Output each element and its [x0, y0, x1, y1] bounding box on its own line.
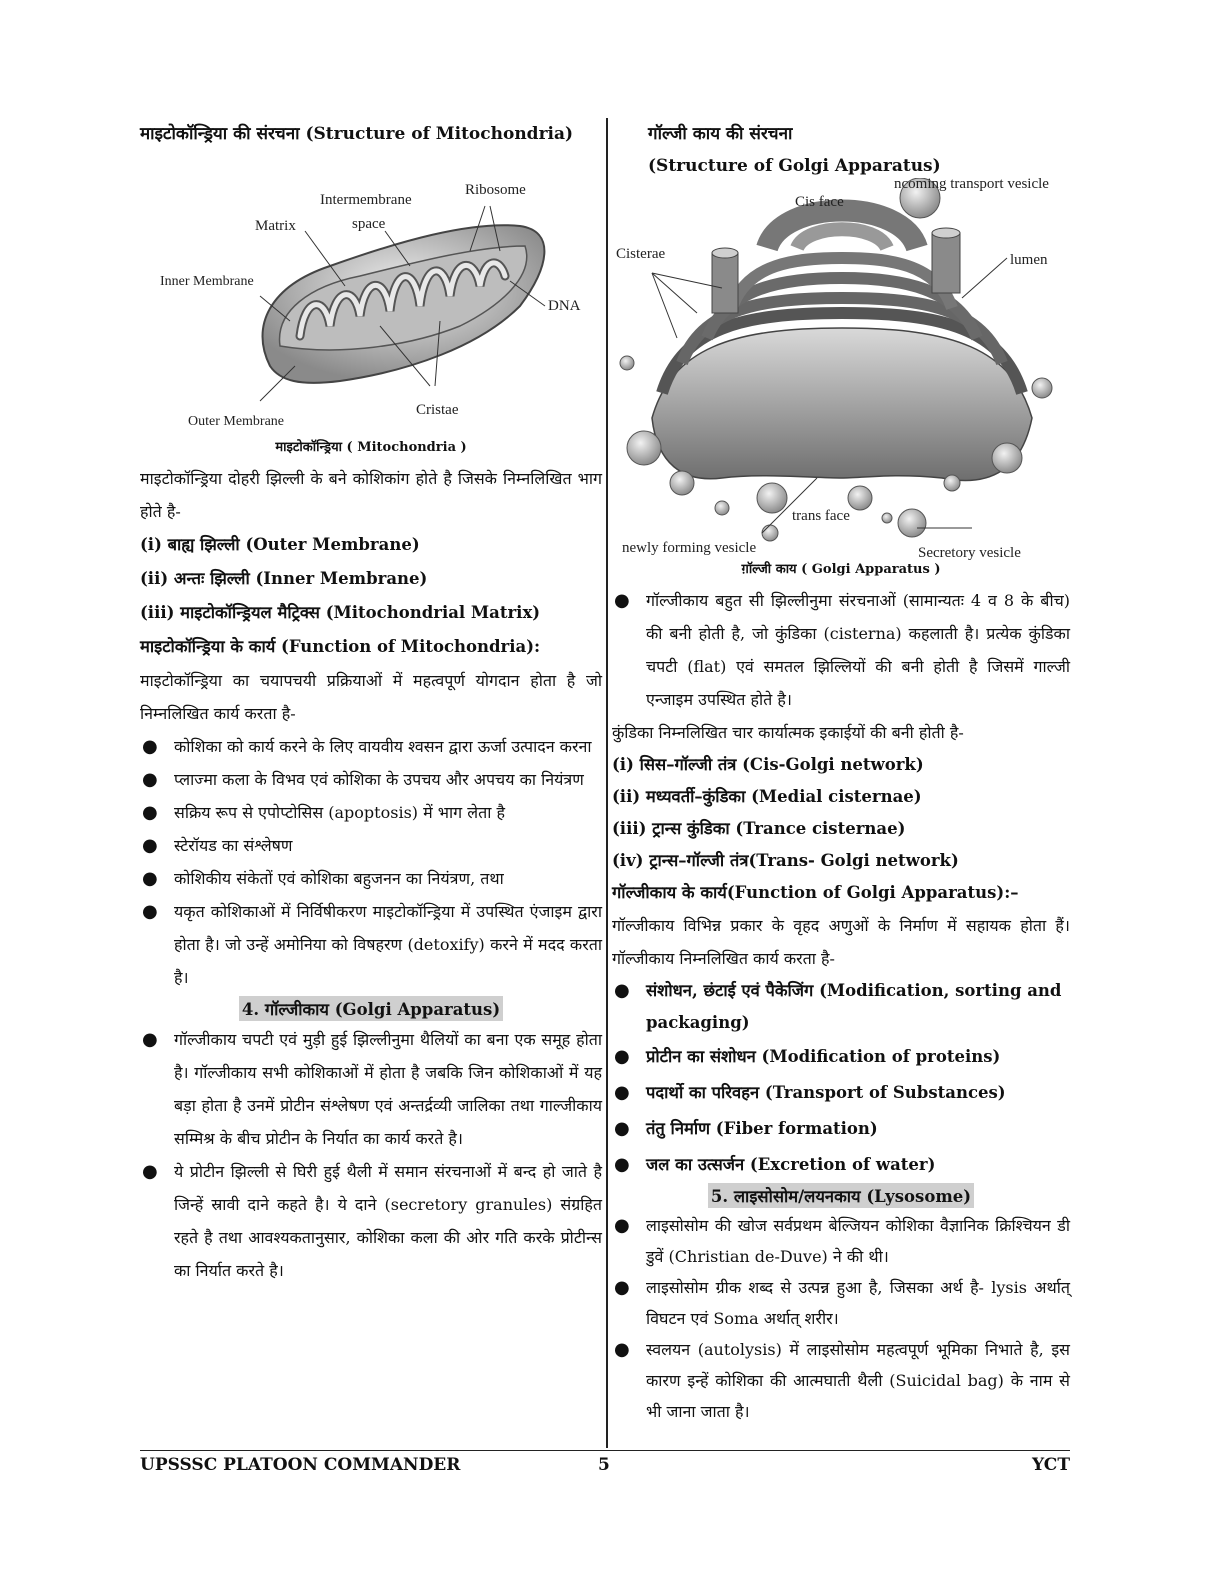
part-inner: (ii) अन्तः झिल्ली (Inner Membrane) — [140, 569, 428, 588]
left-column — [140, 118, 602, 1287]
list-item: ● लाइसोसोम की खोज सर्वप्रथम बेल्जियन कोशिका वैज्ञानिक क्रिश्चियन डी डुवें (Christian de-Duve) ने की थी। — [614, 1215, 1070, 1266]
golgi-section-title: 4. गॉल्जीकाय (Golgi Apparatus) — [239, 996, 503, 1021]
label-cis-face: Cis face — [795, 194, 844, 210]
list-item: ● पदार्थो का परिवहन (Transport of Substances) — [614, 1082, 1006, 1103]
page-number: 5 — [598, 1455, 610, 1475]
label-cristae: Cristae — [416, 402, 459, 418]
mitochondria-function-intro: माइटोकॉन्ड्रिया का चयापचयी प्रक्रियाओं में महत्वपूर्ण योगदान होता है जो निम्नलिखित कार्य करता है- — [140, 671, 602, 723]
mitochondria-structure-heading: माइटोकॉन्ड्रिया की संरचना (Structure of Mitochondria) — [140, 124, 574, 144]
page-footer — [140, 1450, 1070, 1481]
label-matrix: Matrix — [255, 218, 296, 234]
label-incoming-vesicle: ncoming transport vesicle — [894, 176, 1049, 192]
golgi-diagram — [612, 176, 1070, 561]
list-item: ● गॉल्जीकाय चपटी एवं मुड़ी हुई झिल्लीनुमा थैलियों का बना एक समूह होता है। गॉल्जीकाय सभी कोशिकाओं में होता है जबकि जिन कोशिकाओं में यह बड़ा होता है उनमें प्रोटीन संश्लेषण एवं अन्तर्द्रव्यी जालिका तथा गाल्जीकाय सम्मिश्र के बीच प्रोटीन के निर्यात का कार्य करते है। — [142, 1029, 602, 1148]
golgi-structure-heading-hindi: गॉल्जी काय की संरचना — [648, 124, 793, 144]
label-newly-forming-vesicle: newly forming vesicle — [622, 540, 757, 556]
mitochondria-caption: माइटोकॉन्ड्रिया ( Mitochondria ) — [275, 440, 467, 455]
golgi-section-title-wrap — [140, 996, 602, 1021]
list-item: ● गॉल्जीकाय बहुत सी झिल्लीनुमा संरचनाओं (सामान्यतः 4 व 8 के बीच) की बनी होती है, जो कुंडिका (cisterna) कहलाती है। प्रत्येक कुंडिका चपटी (flat) एवं समतल झिल्लियों की बनी होती है जिसमें गाल्जी एन्जाइम उपस्थित होते है। — [614, 590, 1070, 709]
lysosome-section-title-wrap — [612, 1183, 1070, 1208]
golgi-structure-heading-english: (Structure of Golgi Apparatus) — [648, 156, 941, 176]
unit-cis: (i) सिस–गॉल्जी तंत्र (Cis-Golgi network) — [612, 755, 924, 774]
unit-trance: (iii) ट्रान्स कुंडिका (Trance cisternae) — [612, 819, 906, 838]
footer-publisher: YCT — [1031, 1455, 1070, 1475]
part-outer: (i) बाह्य झिल्ली (Outer Membrane) — [140, 535, 420, 554]
golgi-function-heading: गॉल्जीकाय के कार्य(Function of Golgi Apparatus):– — [612, 883, 1019, 902]
list-item: ● स्टेरॉयड का संश्लेषण — [142, 835, 293, 856]
list-item: ● स्वलयन (autolysis) में लाइसोसोम महत्वपूर्ण भूमिका निभाते है, इस कारण इन्हें कोशिका की आत्मघाती थैली (Suicidal bag) के नाम से भी जाना जाता है। — [614, 1339, 1070, 1421]
label-cisterae: Cisterae — [616, 246, 666, 262]
footer-title: UPSSSC PLATOON COMMANDER — [140, 1455, 461, 1475]
part-matrix: (iii) माइटोकॉन्ड्रियल मैट्रिक्स (Mitochondrial Matrix) — [140, 603, 541, 622]
label-dna: DNA — [548, 298, 581, 314]
label-space: space — [352, 216, 386, 232]
label-lumen: lumen — [1010, 252, 1048, 268]
mitochondria-diagram — [140, 146, 602, 436]
mitochondria-intro: माइटोकॉन्ड्रिया दोहरी झिल्ली के बने कोशिकांग होते है जिसके निम्नलिखित भाग होते है- — [140, 469, 602, 521]
golgi-function-intro: गॉल्जीकाय विभिन्न प्रकार के वृहद अणुओं के निर्माण में सहायक होता हैं। गॉल्जीकाय निम्नलिखित कार्य करता है- — [612, 916, 1070, 968]
golgi-caption: ग़ॉल्जी काय ( Golgi Apparatus ) — [741, 562, 941, 577]
list-item: ● प्रोटीन का संशोधन (Modification of proteins) — [614, 1046, 1001, 1067]
list-item: ● लाइसोसोम ग्रीक शब्द से उत्पन्न हुआ है, जिसका अर्थ है- lysis अर्थात् विघटन एवं Soma अर्थात् शरीर। — [614, 1277, 1070, 1328]
mitochondria-function-heading: माइटोकॉन्ड्रिया के कार्य (Function of Mitochondria): — [140, 637, 541, 656]
label-trans-face: trans face — [792, 508, 850, 524]
column-divider — [606, 118, 608, 1448]
label-secretory-vesicle: Secretory vesicle — [918, 545, 1021, 561]
right-column — [612, 118, 1070, 1427]
units-intro: कुंडिका निम्नलिखित चार कार्यात्मक इकाईयों की बनी होती है- — [612, 723, 964, 742]
label-inner-membrane: Inner Membrane — [160, 274, 254, 289]
list-item: ● संशोधन, छंटाई एवं पैकेजिंग (Modification, sorting and packaging) — [614, 980, 1062, 1032]
unit-medial: (ii) मध्यवर्ती–कुंडिका (Medial cisternae) — [612, 787, 922, 806]
list-item: ● कोशिकीय संकेतों एवं कोशिका बहुजनन का नियंत्रण, तथा — [142, 868, 504, 889]
list-item: ● प्लाज्मा कला के विभव एवं कोशिका के उपचय और अपचय का नियंत्रण — [142, 769, 584, 790]
list-item: ● जल का उत्सर्जन (Excretion of water) — [614, 1154, 936, 1175]
list-item: ● यकृत कोशिकाओं में निर्विषीकरण माइटोकॉन्ड्रिया में उपस्थित एंजाइम द्वारा होता है। जो उन्हें अमोनिया को विषहरण (detoxify) करने में मदद करता है। — [142, 901, 602, 987]
list-item: ● सक्रिय रूप से एपोप्टोसिस (apoptosis) में भाग लेता है — [142, 802, 505, 823]
list-item: ● तंतु निर्माण (Fiber formation) — [614, 1118, 878, 1139]
list-item: ● ये प्रोटीन झिल्ली से घिरी हुई थैली में समान संरचनाओं में बन्द हो जाते है जिन्हें स्रावी दाने कहते है। ये दाने (secretory granules) संग्रहित रहते है तथा आवश्यकतानुसार, कोशिका कला की ओर गति करके प्रोटीन्स का निर्यात करते है। — [142, 1161, 602, 1280]
label-outer-membrane: Outer Membrane — [188, 414, 285, 429]
label-ribosome: Ribosome — [465, 182, 526, 198]
unit-trans: (iv) ट्रान्स–गॉल्जी तंत्र(Trans- Golgi network) — [612, 851, 959, 870]
list-item: ● कोशिका को कार्य करने के लिए वायवीय श्वसन द्वारा ऊर्जा उत्पादन करना — [142, 736, 592, 757]
label-intermembrane: Intermembrane — [320, 192, 412, 208]
lysosome-section-title: 5. लाइसोसोम/लयनकाय (Lysosome) — [708, 1183, 974, 1208]
